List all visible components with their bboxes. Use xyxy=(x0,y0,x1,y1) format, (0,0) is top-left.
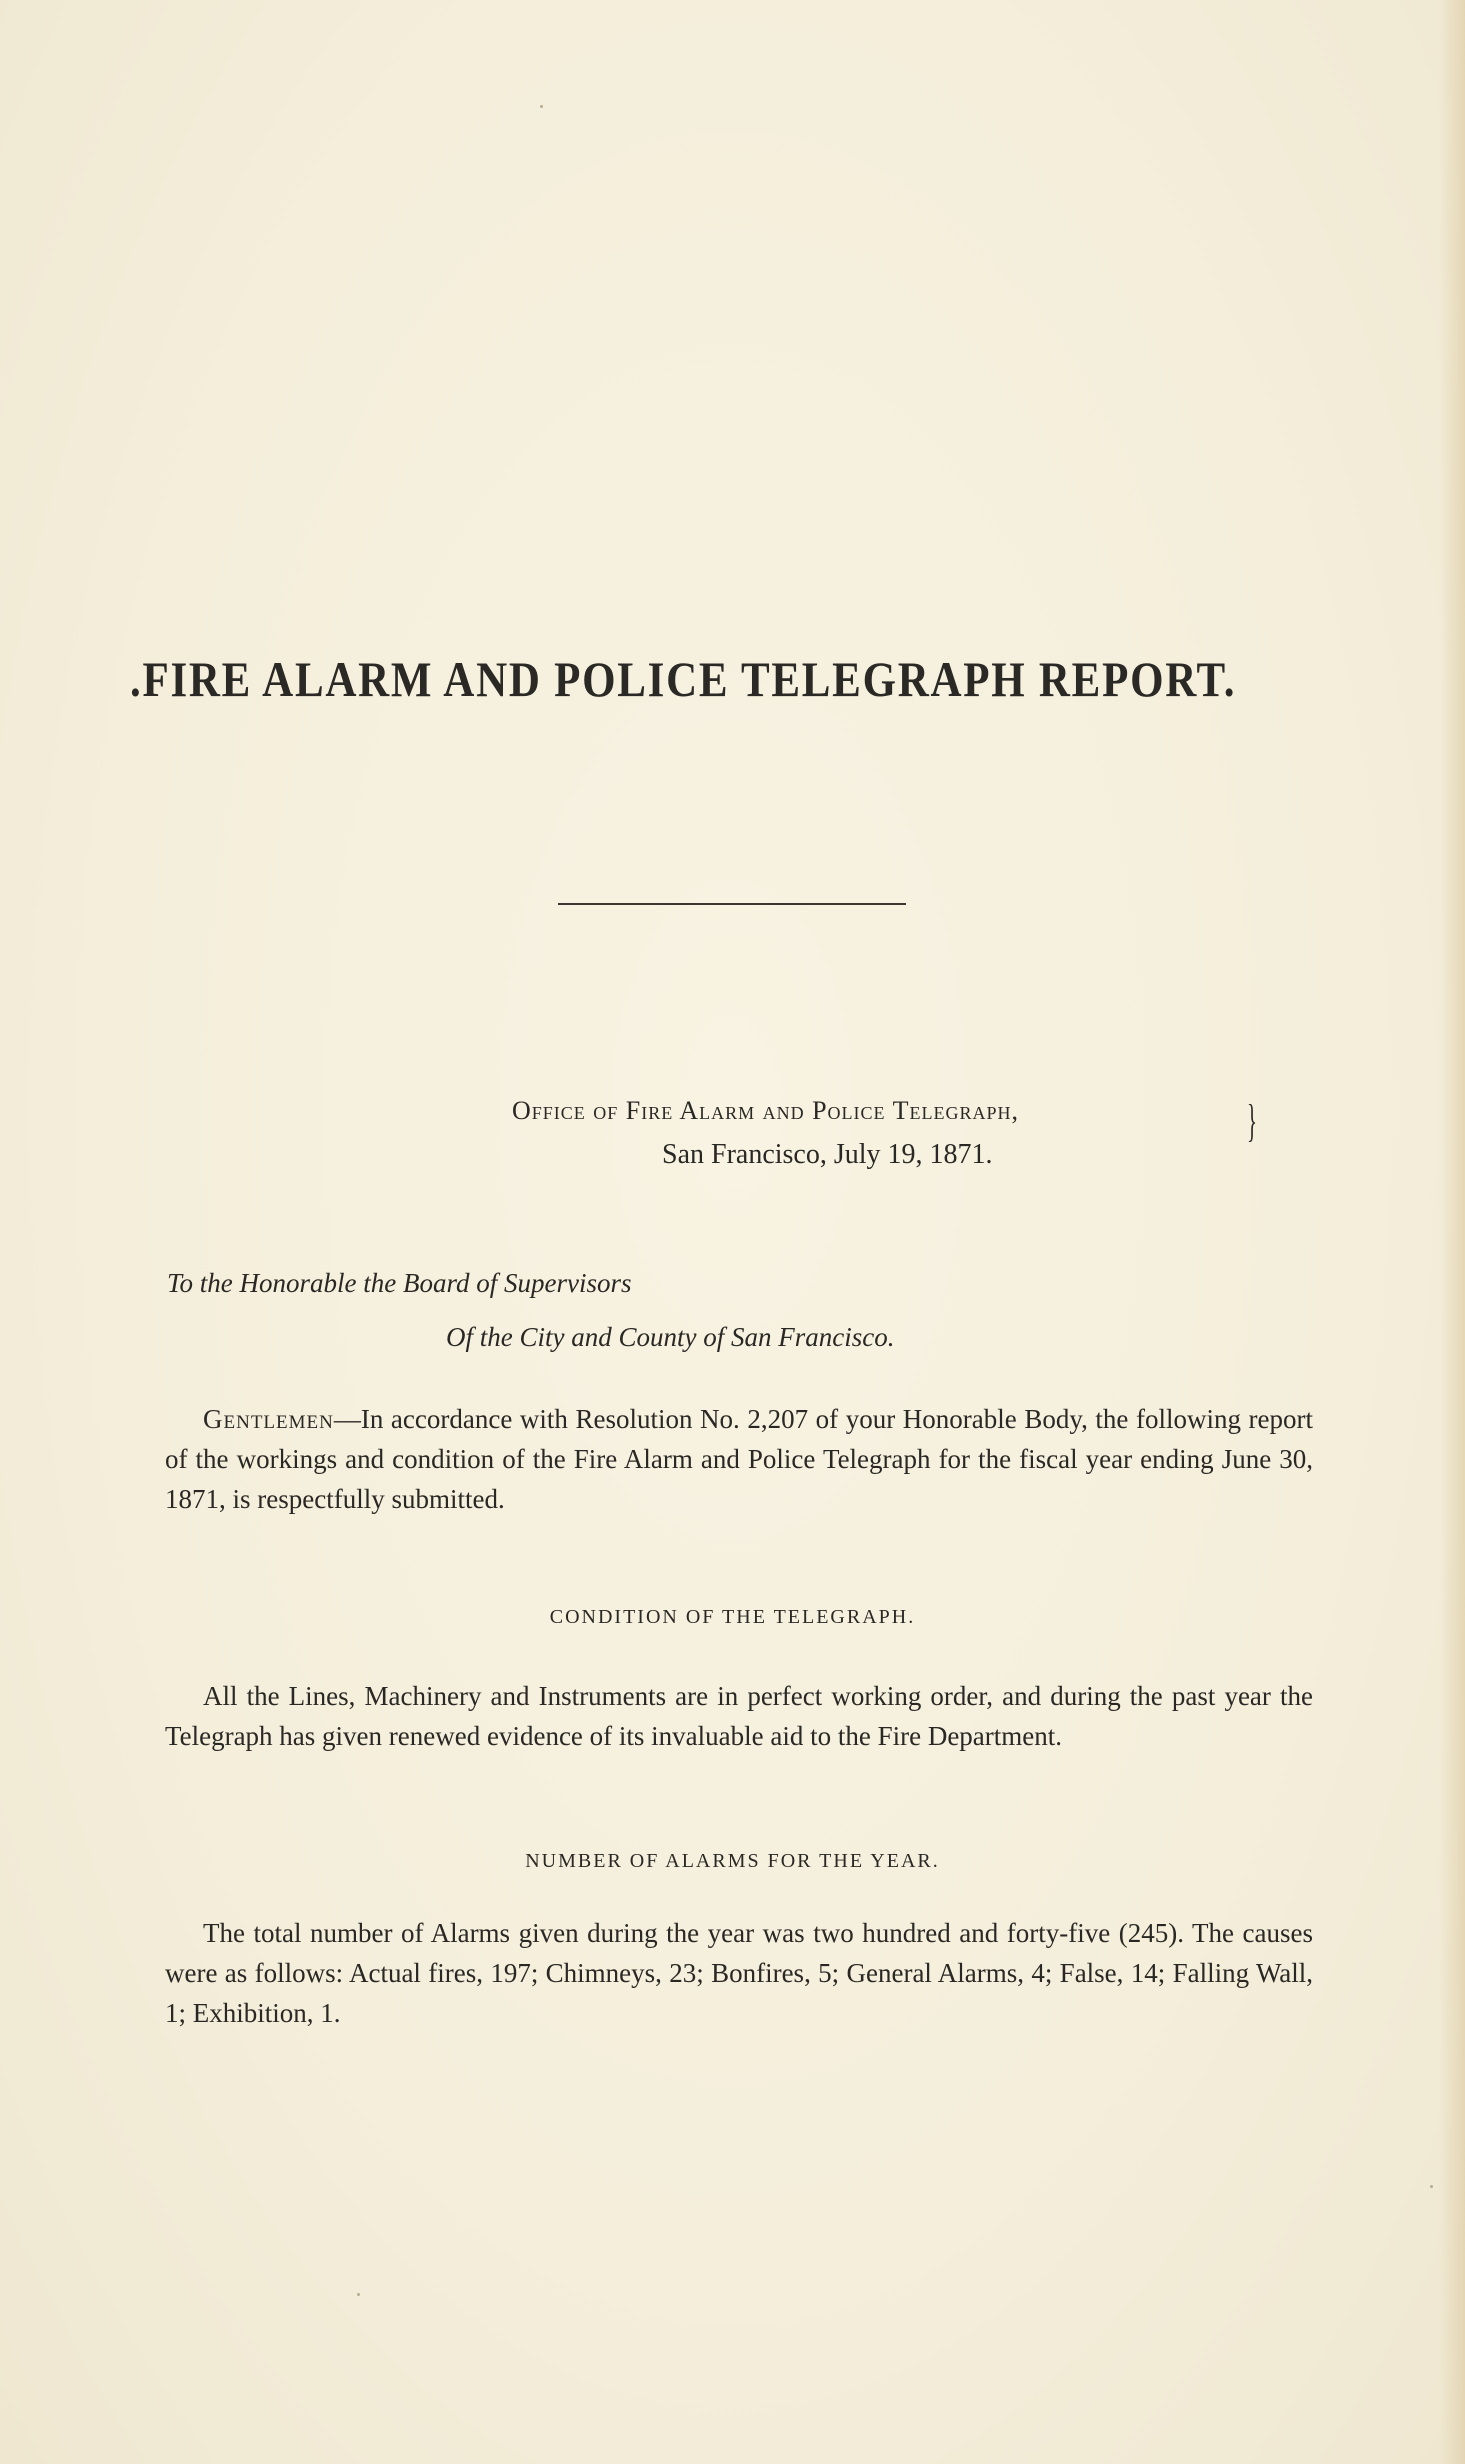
salutation-line-1: To the Honorable the Board of Supervisors xyxy=(167,1268,632,1298)
report-title: .FIRE ALARM AND POLICE TELEGRAPH REPORT. xyxy=(130,651,1237,707)
paragraph-condition-text: All the Lines, Machinery and Instruments are in perfect working order, and during the past year the Telegraph has given renewed evidence of its invaluable aid to the Fire Department. xyxy=(165,1681,1313,1751)
title-rule xyxy=(558,903,906,905)
paragraph-introduction xyxy=(165,1399,1313,1519)
paragraph-introduction-text: —In accordance with Resolution No. 2,207 of your Honorable Body, the following report of the workings and condition of the Fire Alarm and Police Telegraph for the fiscal year ending June 30, 1871, is respectfully submitted. xyxy=(165,1404,1313,1514)
brace-mark: } xyxy=(1247,1095,1257,1146)
paper-speck xyxy=(540,105,543,108)
paragraph-condition xyxy=(165,1676,1313,1756)
salutation-line-2: Of the City and County of San Francisco. xyxy=(446,1322,895,1352)
office-line: Office of Fire Alarm and Police Telegraph, xyxy=(512,1096,1019,1125)
paper-speck xyxy=(1430,2185,1433,2188)
paragraph-alarms xyxy=(165,1913,1313,2033)
gentlemen-word: Gentlemen xyxy=(203,1404,334,1434)
paragraph-alarms-text: The total number of Alarms given during the year was two hundred and forty-five (245). The causes were as follows: Actual fires, 197; Chimneys, 23; Bonfires, 5; General Alarms, 4; False, 14; Falling Wall, 1; Exhibition, 1. xyxy=(165,1918,1313,2028)
section-heading-condition: CONDITION OF THE TELEGRAPH. xyxy=(549,1606,916,1628)
paper-speck xyxy=(357,2293,360,2296)
dateline: San Francisco, July 19, 1871. xyxy=(662,1139,993,1170)
page-edge-shadow xyxy=(1439,0,1465,2464)
section-heading-alarms: NUMBER OF ALARMS FOR THE YEAR. xyxy=(525,1850,940,1872)
